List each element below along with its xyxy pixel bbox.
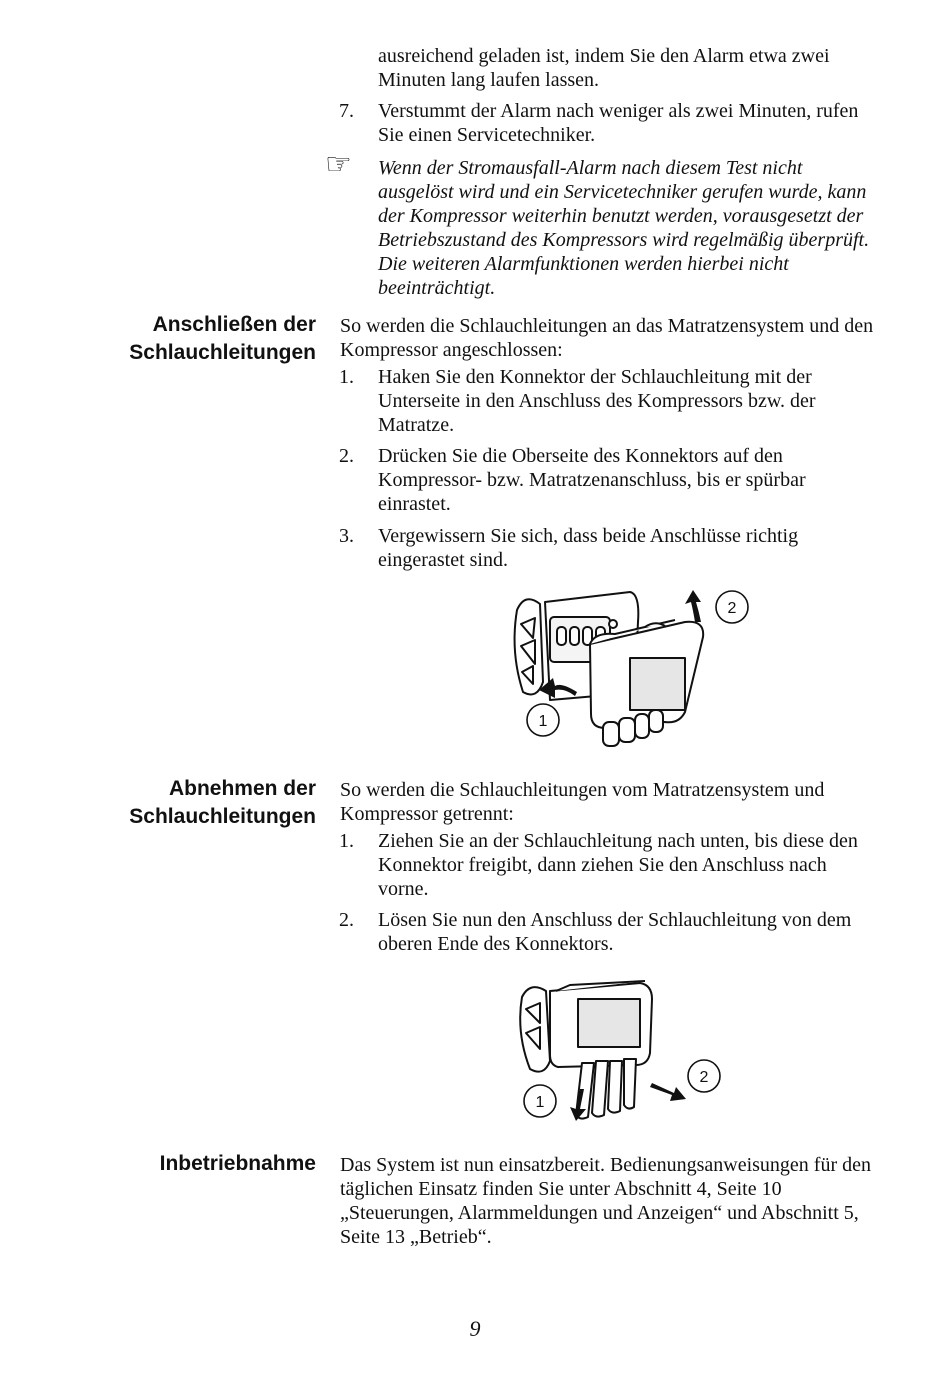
note-text: Wenn der Stromausfall-Alarm nach diesem Test nicht ausgelöst wird und ein Servicetechniker gerufen wurde, kann der Kompressor weiterhin benutzt werden, vorausgesetzt der Betriebszustand des Kompressors wird regelmäßig überprüft. Die weiteren Alarmfunktionen werden hierbei nicht beeinträchtigt. — [378, 157, 870, 299]
step-text: Vergewissern Sie sich, dass beide Anschlüsse richtig eingerastet sind. — [378, 525, 799, 571]
heading-line: Schlauchleitungen — [129, 805, 316, 828]
section-heading-startup: Inbetriebnahme — [159, 1152, 316, 1175]
heading-line: Abnehmen der — [168, 777, 316, 800]
startup-text: Das System ist nun einsatzbereit. Bedienungsanweisungen für den täglichen Einsatz finden Sie unter Abschnitt 4, Seite 10 „Steuerungen, Alarmmeldungen und Anzeigen“ und Abschnitt 5, Seite 13 „Betrieb“. — [340, 1154, 871, 1248]
step-text: Drücken Sie die Oberseite des Konnektors auf den Kompressor- bzw. Matratzenanschluss, bis er spürbar einrastet. — [378, 445, 806, 515]
callout-number: 2 — [699, 1069, 709, 1086]
heading-line: Schlauchleitungen — [129, 341, 316, 364]
step-text: Haken Sie den Konnektor der Schlauchleitung mit der Unterseite in den Anschluss des Kompressors bzw. der Matratze. — [378, 366, 816, 436]
intro-text: So werden die Schlauchleitungen vom Matratzensystem und Kompressor getrennt: — [340, 779, 825, 825]
callout-number: 2 — [727, 600, 737, 617]
step-text: Ziehen Sie an der Schlauchleitung nach unten, bis diese den Konnektor freigibt, dann ziehen Sie den Anschluss nach vorne. — [378, 830, 858, 900]
step-number: 2. — [339, 909, 354, 931]
step-number: 2. — [339, 445, 354, 467]
connector-detach-illustration — [510, 975, 730, 1125]
section-heading-connect — [66, 311, 316, 367]
step-number: 7. — [339, 100, 354, 122]
step-text: Lösen Sie nun den Anschluss der Schlauchleitung von dem oberen Ende des Konnektors. — [378, 909, 852, 955]
pointing-hand-icon: ☞ — [325, 148, 352, 181]
connector-attach-illustration — [495, 582, 765, 752]
step-number: 3. — [339, 525, 354, 547]
step6-continuation: ausreichend geladen ist, indem Sie den Alarm etwa zwei Minuten lang laufen lassen. — [378, 45, 830, 91]
page-number: 9 — [469, 1316, 481, 1341]
callout-number: 1 — [535, 1094, 545, 1111]
intro-text: So werden die Schlauchleitungen an das Matratzensystem und den Kompressor angeschlossen: — [340, 315, 874, 361]
step-text: Verstummt der Alarm nach weniger als zwei Minuten, rufen Sie einen Servicetechniker. — [378, 100, 859, 146]
step-number: 1. — [339, 366, 354, 388]
section-heading-disconnect — [66, 775, 316, 831]
step-number: 1. — [339, 830, 354, 852]
callout-number: 1 — [538, 713, 548, 730]
heading-line: Anschließen der — [152, 313, 316, 336]
